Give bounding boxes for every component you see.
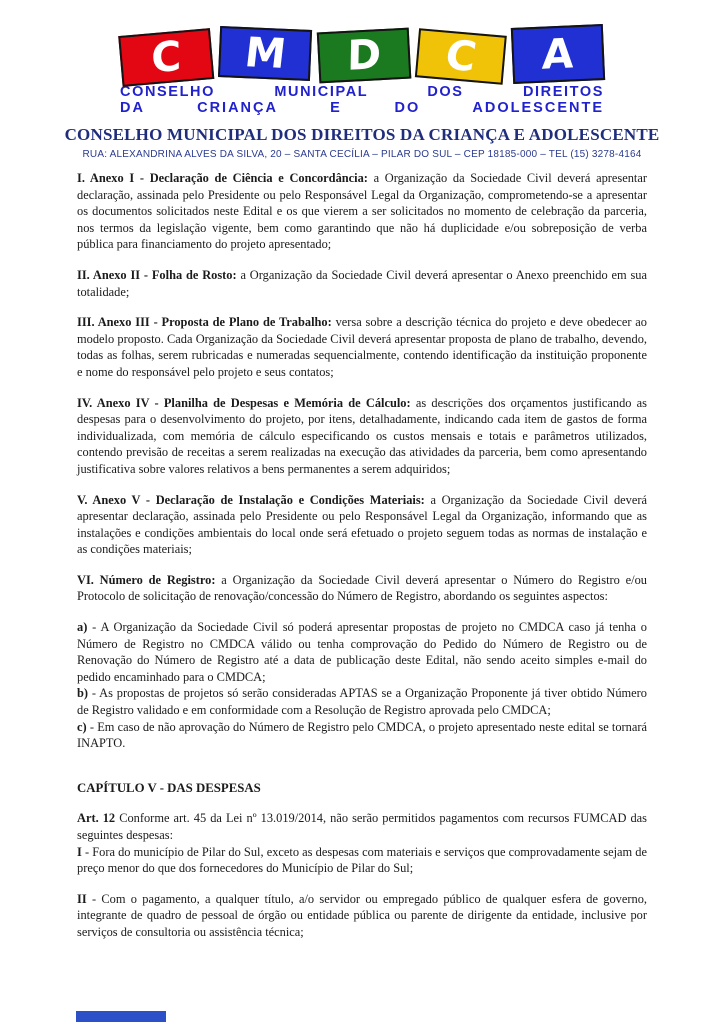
logo-caption-line1: CONSELHO MUNICIPAL DOS DIREITOS (120, 84, 604, 100)
footer-blue-bar (76, 1011, 166, 1022)
paragraph-text: as descrições dos orçamentos justificando as despesas para o desenvolvimento do projeto, por itens, detalhadamente, indicando cada item de gastos de forma individualizada, com memória de cálculo especificando os custos mensais e totais e parâmetros utilizados, contendo previsão de receitas a serem realizadas na execução das atividades da parceria, bem como apresentando justificativa sobre valores relativos a bens permanentes a serem adquiridos; (77, 395, 648, 476)
paragraph-text: a Organização da Sociedade Civil deverá apresentar o Número do Registro e/ou Protocolo de solicitação de renovação/concessão do Número de Registro, abordando os seguintes aspectos: (77, 572, 647, 604)
article-text: Conforme art. 45 da Lei nº 13.019/2014, não serão permitidos pagamentos com recursos FUMCAD das seguintes despesas: (77, 811, 647, 842)
logo-letter: C (150, 31, 182, 82)
logo-letter: D (346, 29, 382, 80)
article-12 (77, 810, 647, 843)
logo-block-blue (218, 26, 312, 81)
paragraph-lead: IV. Anexo IV - Planilha de Despesas e Memória de Cálculo: (77, 395, 411, 410)
item-lead: c) (77, 719, 87, 734)
item-lead: b) (77, 686, 89, 701)
item-c (77, 719, 647, 752)
clause-text: - Com o pagamento, a qualquer título, a/o servidor ou empregado público de qualquer esfera de governo, integrante de quadro de pessoal de órgão ou entidade pública ou parente de dirigente da entidade, inclusive por serviços de consultoria ou assistência técnica; (77, 891, 647, 939)
item-lead: a) (77, 620, 88, 635)
paragraph-lead: V. Anexo V - Declaração de Instalação e Condições Materiais: (77, 492, 425, 507)
document-body (77, 170, 647, 955)
item-text: - Em caso de não aprovação do Número de Registro pelo CMDCA, o projeto apresentado neste edital se tornará INAPTO. (77, 719, 647, 751)
cmdca-logo (120, 24, 604, 116)
article-12-group (77, 810, 647, 876)
item-text: - A Organização da Sociedade Civil só poderá apresentar propostas de projeto no CMDCA caso já tenha o Número de Registro no CMDCA válido ou tenha comprovação do Pedido do Número de Registro ou de Renovação do Número de Registro até a data de publicação deste Edital, não sendo aceito simples e-mail do pedido encaminhado para o CMDCA; (77, 620, 647, 684)
article-lead: Art. 12 (77, 811, 116, 826)
logo-block-green (317, 27, 412, 83)
paragraph-anexo-4 (77, 395, 647, 478)
item-a (77, 619, 647, 685)
paragraph-text: a Organização da Sociedade Civil deverá apresentar declaração, assinada pelo Presidente ou pelo Responsável Legal da Organização, informando que as instalações e condições ambientais do local onde será efetuado o projeto seguem todas as normas de instalação e as condições materiais; (77, 492, 647, 557)
paragraph-lead: II. Anexo II - Folha de Rosto: (77, 267, 237, 282)
address-line: RUA: ALEXANDRINA ALVES DA SILVA, 20 – SANTA CECÍLIA – PILAR DO SUL – CEP 18185-000 – TEL (15) 3278-4164 (82, 149, 642, 160)
item-b (77, 685, 647, 718)
logo-letter: M (241, 27, 289, 78)
paragraph-numero-registro (77, 572, 647, 605)
paragraph-anexo-5 (77, 492, 647, 558)
paragraph-text: a Organização da Sociedade Civil deverá apresentar o Anexo preenchido em sua totalidade; (77, 267, 647, 299)
clause-lead: I (77, 844, 82, 859)
logo-caption-line2: DA CRIANÇA E DO ADOLESCENTE (120, 100, 604, 116)
logo-block-blue-2 (511, 24, 605, 84)
logo-letter: C (442, 30, 480, 81)
council-title: CONSELHO MUNICIPAL DOS DIREITOS DA CRIANÇA E ADOLESCENTE (64, 125, 660, 144)
paragraph-anexo-3 (77, 314, 647, 380)
paragraph-lead: VI. Número de Registro: (77, 572, 216, 587)
paragraph-anexo-1 (77, 170, 647, 253)
registro-items (77, 619, 647, 752)
paragraph-anexo-2 (77, 267, 647, 300)
clause-ii (77, 891, 647, 941)
paragraph-text: versa sobre a descrição técnica do projeto e deve obedecer ao modelo proposto. Cada Organização da Sociedade Civil deverá apresentar proposta de plano de trabalho, devendo, todas as folhas, serem rubricadas e numeradas sequencialmente, contendo identificação da instituição proponente e nome do responsável pelo projeto e seus contatos; (77, 315, 647, 379)
item-text: - As propostas de projetos só serão consideradas APTAS se a Organização Proponente já tiver obtido Número de Registro validado e em conformidade com a Resolução de Registro aprovada pelo CMDCA; (77, 686, 647, 718)
cmdca-logo-blocks (120, 24, 604, 84)
logo-block-yellow (415, 28, 507, 84)
letterhead (0, 24, 724, 160)
logo-letter: A (541, 28, 575, 79)
clause-text: - Fora do município de Pilar do Sul, exceto as despesas com materiais e serviços que comprovadamente sejam de preço menor do que dos fornecedores do Município de Pilar do Sul; (77, 844, 647, 876)
clause-i (77, 844, 647, 877)
chapter-heading: CAPÍTULO V - DAS DESPESAS (77, 780, 261, 795)
paragraph-lead: III. Anexo III - Proposta de Plano de Trabalho: (77, 315, 332, 330)
clause-lead: II (77, 891, 87, 906)
paragraph-lead: I. Anexo I - Declaração de Ciência e Concordância: (77, 171, 368, 185)
logo-block-red (118, 28, 214, 87)
paragraph-text: a Organização da Sociedade Civil deverá apresentar declaração, assinada pelo Presidente ou pelo Responsável Legal da Organização, comprometendo-se a apresentar os documentos solicitados neste Edital e os que vierem a ser solicitados no momento de celebração da parceria, nos termos da legislação vigente, bem como garantindo que não há duplicidade e/ou sobreposição de verba pública para financiamento do projeto apresentado; (77, 171, 647, 252)
